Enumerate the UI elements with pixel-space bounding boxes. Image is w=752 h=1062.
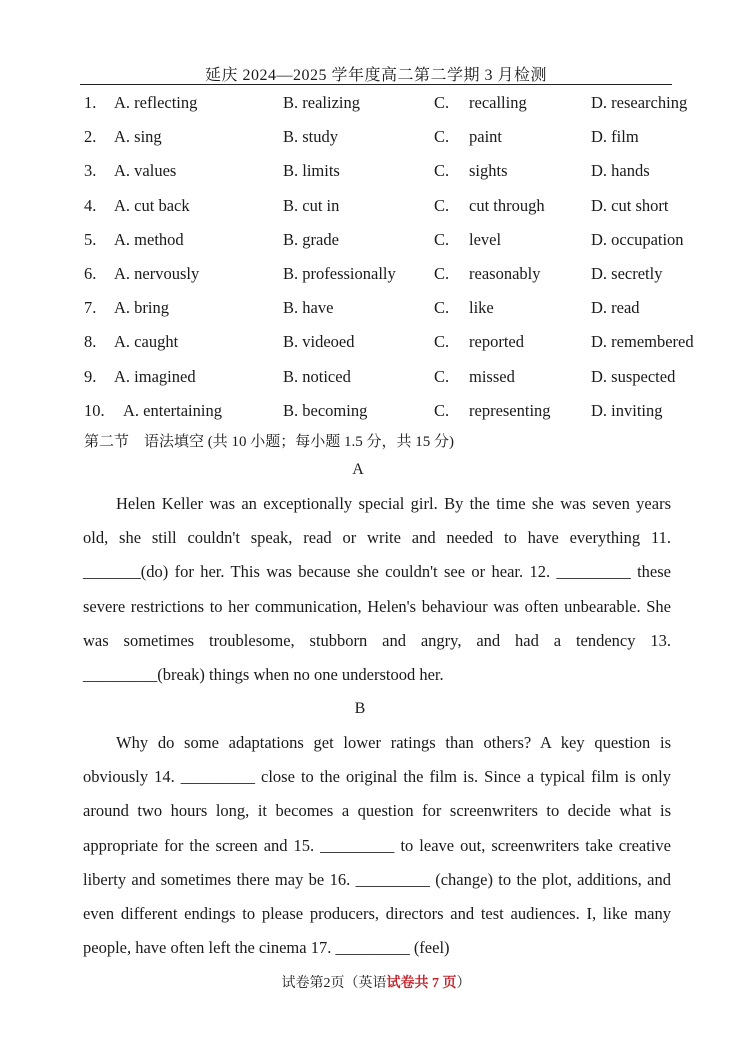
option-b: B. have — [283, 298, 334, 318]
option-a: A. imagined — [114, 366, 196, 386]
option-b: B. study — [283, 127, 339, 147]
option-d: D. hands — [591, 161, 650, 181]
option-c-letter: C. — [434, 400, 450, 420]
option-a: A. entertaining — [123, 400, 222, 420]
option-c: level — [469, 229, 502, 249]
option-c: sights — [469, 161, 508, 181]
footer-total-pages: 试卷共 7 页 — [386, 976, 457, 991]
option-c: reasonably — [469, 263, 541, 283]
option-a: A. cut back — [114, 195, 190, 215]
option-d: D. read — [591, 298, 640, 318]
option-c: missed — [469, 366, 515, 386]
question-number: 3. — [84, 161, 97, 181]
option-c-letter: C. — [434, 127, 450, 147]
question-number: 8. — [84, 332, 97, 352]
option-a: A. values — [114, 161, 177, 181]
multiple-choice-options — [84, 86, 724, 428]
option-a: A. nervously — [114, 263, 200, 283]
option-c-letter: C. — [434, 93, 450, 112]
question-number: 2. — [84, 127, 97, 147]
option-b: B. limits — [283, 161, 340, 181]
option-a: A. caught — [114, 332, 179, 352]
footer-prefix: 试卷第2页（英语 — [281, 976, 387, 991]
question-row — [84, 223, 724, 257]
question-row — [84, 120, 724, 154]
option-c: representing — [469, 400, 551, 420]
page-footer — [0, 972, 752, 992]
option-c: like — [469, 298, 494, 318]
question-number: 10. — [84, 400, 105, 420]
option-c: reported — [469, 332, 524, 352]
question-row — [84, 325, 724, 359]
option-b: B. professionally — [283, 263, 396, 283]
question-row — [84, 360, 724, 394]
option-b: B. grade — [283, 229, 339, 249]
question-number: 7. — [84, 298, 97, 318]
option-a: A. reflecting — [114, 93, 198, 112]
question-row — [84, 189, 724, 223]
option-c-letter: C. — [434, 298, 450, 318]
question-number: 9. — [84, 366, 97, 386]
question-row — [84, 394, 724, 428]
option-c-letter: C. — [434, 229, 450, 249]
option-a: A. bring — [114, 298, 169, 318]
option-d: D. cut short — [591, 195, 669, 215]
option-d: D. film — [591, 127, 639, 147]
question-number: 6. — [84, 263, 97, 283]
question-row — [84, 86, 724, 120]
option-c: recalling — [469, 93, 527, 112]
option-b: B. noticed — [283, 366, 351, 386]
page-header-title: 延庆 2024—2025 学年度高二第二学期 3 月检测 — [204, 67, 547, 84]
option-d: D. inviting — [591, 400, 663, 420]
passage-b-label: B — [354, 700, 366, 717]
option-b: B. cut in — [283, 195, 340, 215]
option-c-letter: C. — [434, 195, 450, 215]
option-a: A. sing — [114, 127, 162, 147]
option-d: D. occupation — [591, 229, 684, 249]
option-d: D. remembered — [591, 332, 694, 352]
footer-suffix: ） — [456, 976, 471, 991]
header-divider — [80, 84, 672, 85]
option-a: A. method — [114, 229, 184, 249]
option-b: B. realizing — [283, 93, 360, 112]
question-number: 5. — [84, 229, 97, 249]
option-d: D. suspected — [591, 366, 676, 386]
option-b: B. becoming — [283, 400, 368, 420]
option-c-letter: C. — [434, 332, 450, 352]
question-row — [84, 257, 724, 291]
option-d: D. researching — [591, 93, 688, 112]
passage-a-text: Helen Keller was an exceptionally special girl. By the time she was seven years old, she still couldn't speak, read or write and needed to have everything 11. _______(do) for her. This was because she couldn't see or hear. 12. _________ these severe restrictions to her communication, Helen's behaviour was often unbearable. She was sometimes troublesome, stubborn and angry, and had a tendency 13. _________(break) things when no one understood her. — [83, 494, 671, 685]
section-heading: 第二节 语法填空 (共 10 小题；每小题 1.5 分，共 15 分) — [84, 434, 454, 450]
question-number: 4. — [84, 195, 97, 215]
option-d: D. secretly — [591, 263, 663, 283]
option-c-letter: C. — [434, 366, 450, 386]
option-c: cut through — [469, 195, 545, 215]
option-b: B. videoed — [283, 332, 355, 352]
option-c: paint — [469, 127, 502, 147]
passage-b-text: Why do some adaptations get lower ratings than others? A key question is obviously 14. _________ close to the original the film is. Since a typical film is only around two hours long, it becomes a question for screenwriters to decide what is appropriate for the screen and 15. _________ to leave out, screenwriters take creative liberty and sometimes there may be 16. _________ (change) to the plot, additions, and even different endings to please producers, directors and test audiences. I, like many people, have often left the cinema 17. _________ (feel) — [83, 733, 671, 958]
question-number: 1. — [84, 93, 97, 112]
question-row — [84, 291, 724, 325]
passage-a-label: A — [352, 461, 364, 478]
option-c-letter: C. — [434, 161, 450, 181]
question-row — [84, 154, 724, 188]
option-c-letter: C. — [434, 263, 450, 283]
